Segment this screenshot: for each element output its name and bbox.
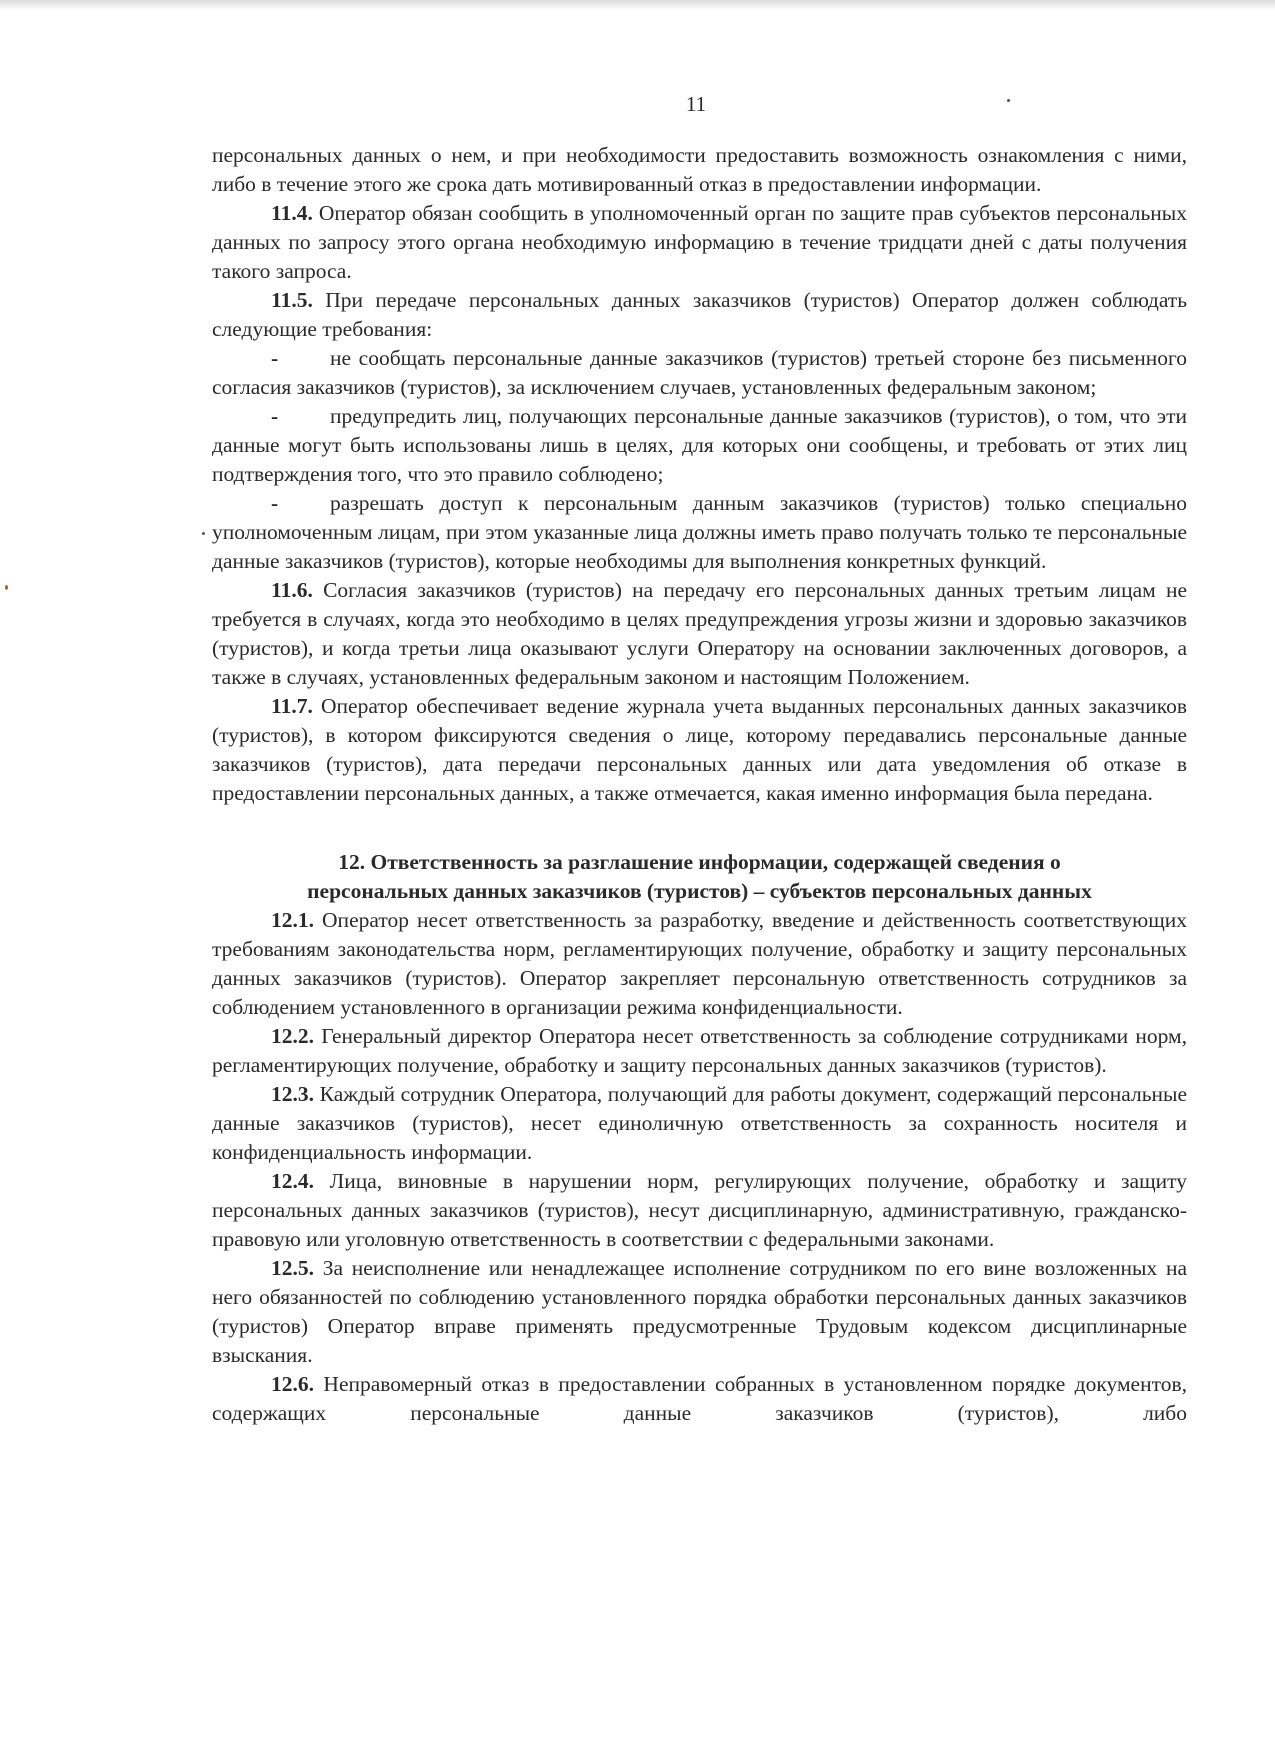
clause-number: 11.6. (271, 578, 313, 602)
requirement-text: предупредить лиц, получающих персональные данные заказчиков (туристов), о том, что эти данные могут быть использованы лишь в целях, для которых они сообщены, и требовать от этих лиц подтверждения того, что это правило соблюдено; (212, 404, 1187, 486)
section-spacer (212, 808, 1187, 848)
paragraph-11-6 (212, 576, 1187, 692)
clause-text: Оператор обязан сообщить в уполномоченный орган по защите прав субъектов персональных данных по запросу этого органа необходимую информацию в течение тридцати дней с даты получения такого запроса. (212, 201, 1188, 283)
intro-paragraph: персональных данных о нем, и при необходимости предоставить возможность ознакомления с ними, либо в течение этого же срока дать мотивированный отказ в предоставлении информации. (212, 143, 1187, 196)
clause-text: За неисполнение или ненадлежащее исполнение сотрудником по его вине возложенных на него обязанностей по соблюдению установленного порядка обработки персональных данных заказчиков (туристов) Оператор вправе применять предусмотренные Трудовым кодексом дисциплинарные взыскания. (212, 1256, 1187, 1367)
paragraph-12-6 (212, 1370, 1187, 1428)
clause-number: 12.2. (271, 1024, 314, 1048)
page-number: 11 (685, 92, 707, 116)
dash-marker: - (271, 404, 279, 428)
section-12-title-line-1: 12. Ответственность за разглашение информации, содержащей сведения о (338, 850, 1061, 874)
clause-text: Неправомерный отказ в предоставлении собранных в установленном порядке документов, содержащих персональные данные заказчиков (туристов), либо (212, 1372, 1187, 1425)
paragraph-12-1 (212, 906, 1187, 1022)
clause-number: 11.7. (271, 694, 313, 718)
dash-marker: - (271, 491, 279, 515)
clause-text: Лица, виновные в нарушении норм, регулирующих получение, обработку и защиту персональных данных заказчиков (туристов), несут дисциплинарную, административную, гражданско-правовую или уголовную ответственность в соответствии с федеральными законами. (212, 1169, 1188, 1251)
scan-speck (5, 585, 8, 590)
paragraph-11-5 (212, 286, 1187, 344)
scan-top-edge (0, 0, 1275, 10)
paragraph-12-4 (212, 1167, 1187, 1254)
clause-text: Согласия заказчиков (туристов) на передачу его персональных данных третьим лицам не требуется в случаях, когда это необходимо в целях предупреждения угрозы жизни и здоровью заказчиков (туристов), и когда третьи лица оказывают услуги Оператору на основании заключенных договоров, а также в случаях, установленных федеральным законом и настоящим Положением. (212, 578, 1187, 689)
clause-number: 11.5. (271, 288, 313, 312)
dash-marker: - (271, 346, 279, 370)
paragraph-12-5 (212, 1254, 1187, 1370)
requirement-item (212, 402, 1187, 489)
document-body (212, 141, 1187, 1428)
scan-speck (202, 532, 205, 535)
paragraph-11-7 (212, 692, 1187, 808)
clause-number: 12.4. (271, 1169, 314, 1193)
clause-number: 12.3. (271, 1082, 314, 1106)
scan-speck (1007, 99, 1010, 102)
clause-text: Генеральный директор Оператора несет ответственность за соблюдение сотрудниками норм, регламентирующих получение, обработку и защиту персональных данных заказчиков (туристов). (212, 1024, 1187, 1077)
paragraph-12-2 (212, 1022, 1187, 1080)
paragraph-12-3 (212, 1080, 1187, 1167)
clause-text: Каждый сотрудник Оператора, получающий для работы документ, содержащий персональные данные заказчиков (туристов), несет единоличную ответственность за сохранность носителя и конфиденциальность информации. (212, 1082, 1187, 1164)
clause-number: 11.4. (271, 201, 313, 225)
clause-text: Оператор обеспечивает ведение журнала учета выданных персональных данных заказчиков (туристов), в котором фиксируются сведения о лице, которому передавались персональные данные заказчиков (туристов), дата передачи персональных данных или дата уведомления об отказе в предоставлении персональных данных, а также отмечается, какая именно информация была передана. (212, 694, 1187, 805)
clause-text: Оператор несет ответственность за разработку, введение и действенность соответствующих требованиям законодательства норм, регламентирующих получение, обработку и защиту персональных данных заказчиков (туристов). Оператор закрепляет персональную ответственность сотрудников за соблюдением установленного в организации режима конфиденциальности. (212, 908, 1188, 1019)
clause-text: При передаче персональных данных заказчиков (туристов) Оператор должен соблюдать следующие требования: (212, 288, 1188, 341)
requirement-item (212, 489, 1187, 576)
section-12-title-line-2: персональных данных заказчиков (туристов) – субъектов персональных данных (307, 879, 1092, 903)
requirement-item (212, 344, 1187, 402)
requirement-text: разрешать доступ к персональным данным заказчиков (туристов) только специально уполномоченным лицам, при этом указанные лица должны иметь право получать только те персональные данные заказчиков (туристов), которые необходимы для выполнения конкретных функций. (212, 491, 1187, 573)
clause-number: 12.1. (271, 908, 314, 932)
paragraph-11-4 (212, 199, 1187, 286)
clause-number: 12.6. (271, 1372, 314, 1396)
clause-number: 12.5. (271, 1256, 314, 1280)
requirement-text: не сообщать персональные данные заказчиков (туристов) третьей стороне без письменного согласия заказчиков (туристов), за исключением случаев, установленных федеральным законом; (212, 346, 1187, 399)
